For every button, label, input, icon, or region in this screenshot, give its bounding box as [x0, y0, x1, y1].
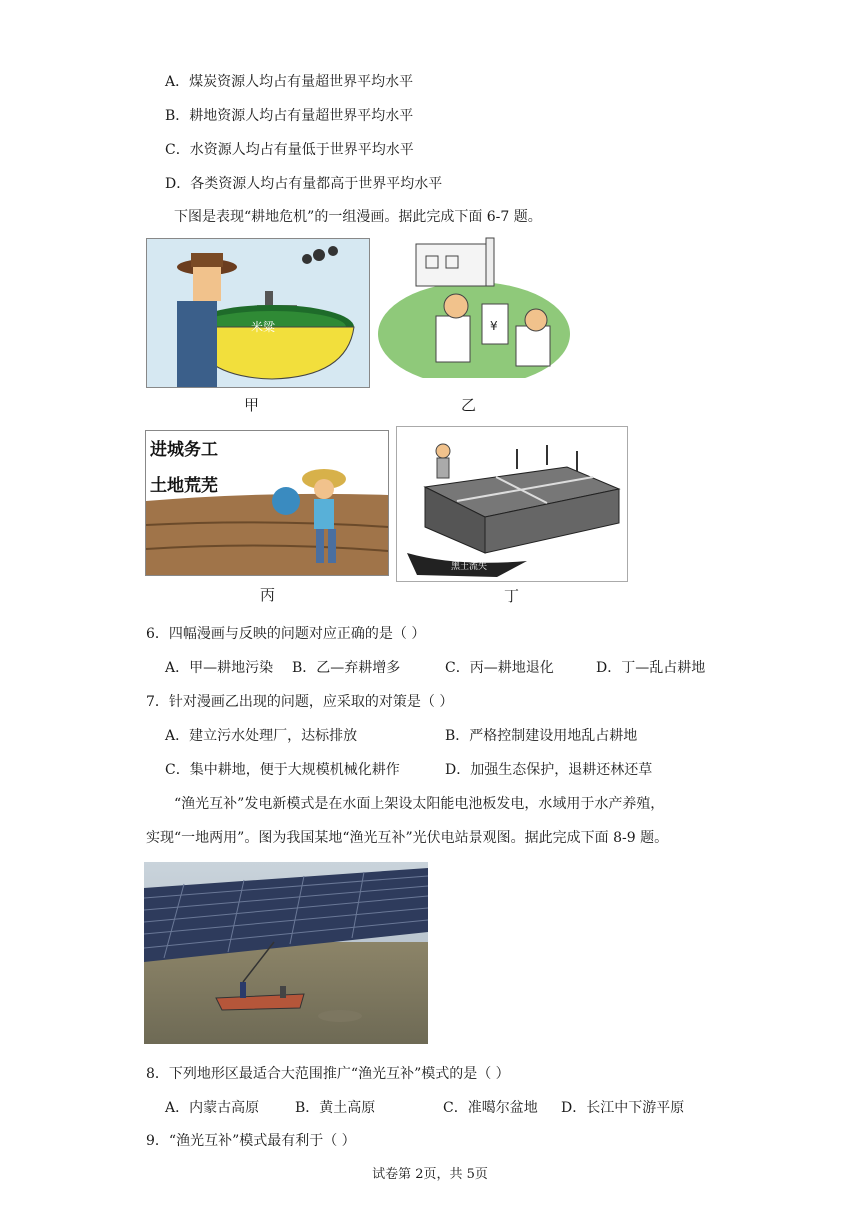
- q6-option-c: C．丙—耕地退化: [445, 660, 554, 676]
- q6-option-d: D．丁—乱占耕地: [596, 660, 706, 676]
- q9-stem: 9．“渔光互补”模式最有利于（ ）: [146, 1133, 356, 1149]
- intro-6-7: 下图是表现“耕地危机”的一组漫画。据此完成下面 6-7 题。: [174, 209, 542, 225]
- page-footer: 试卷第 2页，共 5页: [372, 1167, 488, 1182]
- intro-8-9-line1: “渔光互补”发电新模式是在水面上架设太阳能电池板发电，水域用于水产养殖，: [174, 796, 665, 812]
- q5-option-a: A．煤炭资源人均占有量超世界平均水平: [165, 74, 414, 90]
- q5-option-c: C．水资源人均占有量低于世界平均水平: [165, 142, 414, 158]
- q7-option-d: D．加强生态保护，退耕还林还草: [445, 762, 653, 778]
- bowl-text: 米粱: [251, 320, 276, 334]
- caption-ding: 丁: [504, 587, 520, 605]
- base-text: 黑土流失: [451, 562, 488, 572]
- cartoon-ding: [396, 426, 628, 582]
- caption-jia: 甲: [244, 396, 260, 414]
- cartoon-jia: [146, 238, 370, 388]
- q7-stem: 7．针对漫画乙出现的问题，应采取的对策是（ ）: [146, 694, 454, 710]
- q6-stem: 6．四幅漫画与反映的问题对应正确的是（ ）: [146, 626, 426, 642]
- q8-option-a: A．内蒙古高原: [165, 1100, 260, 1116]
- q5-option-b: B．耕地资源人均占有量超世界平均水平: [165, 108, 414, 124]
- q8-stem: 8．下列地形区最适合大范围推广“渔光互补”模式的是（ ）: [146, 1066, 510, 1082]
- cartoon-yi: [376, 236, 572, 378]
- cartoon-bing: [145, 430, 389, 576]
- q7-option-c: C．集中耕地，便于大规模机械化耕作: [165, 762, 400, 778]
- intro-8-9-line2: 实现“一地两用”。图为我国某地“渔光互补”光伏电站景观图。据此完成下面 8-9 题。: [146, 830, 669, 846]
- bing-text-line1: 进城务工: [150, 440, 218, 460]
- q8-option-c: C．准噶尔盆地: [443, 1100, 538, 1116]
- q6-option-b: B．乙—弃耕增多: [292, 660, 401, 676]
- caption-bing: 丙: [260, 586, 276, 604]
- q6-option-a: A．甲—耕地污染: [165, 660, 274, 676]
- photo-fishery-solar: [144, 862, 428, 1044]
- q8-option-d: D．长江中下游平原: [561, 1100, 685, 1116]
- q7-option-a: A．建立污水处理厂，达标排放: [165, 728, 358, 744]
- q7-option-b: B．严格控制建设用地乱占耕地: [445, 728, 638, 744]
- caption-yi: 乙: [461, 396, 477, 414]
- q5-option-d: D．各类资源人均占有量都高于世界平均水平: [165, 176, 443, 192]
- paper-text: ¥: [490, 319, 498, 333]
- q8-option-b: B．黄土高原: [295, 1100, 376, 1116]
- bing-text-line2: 土地荒芜: [150, 476, 218, 496]
